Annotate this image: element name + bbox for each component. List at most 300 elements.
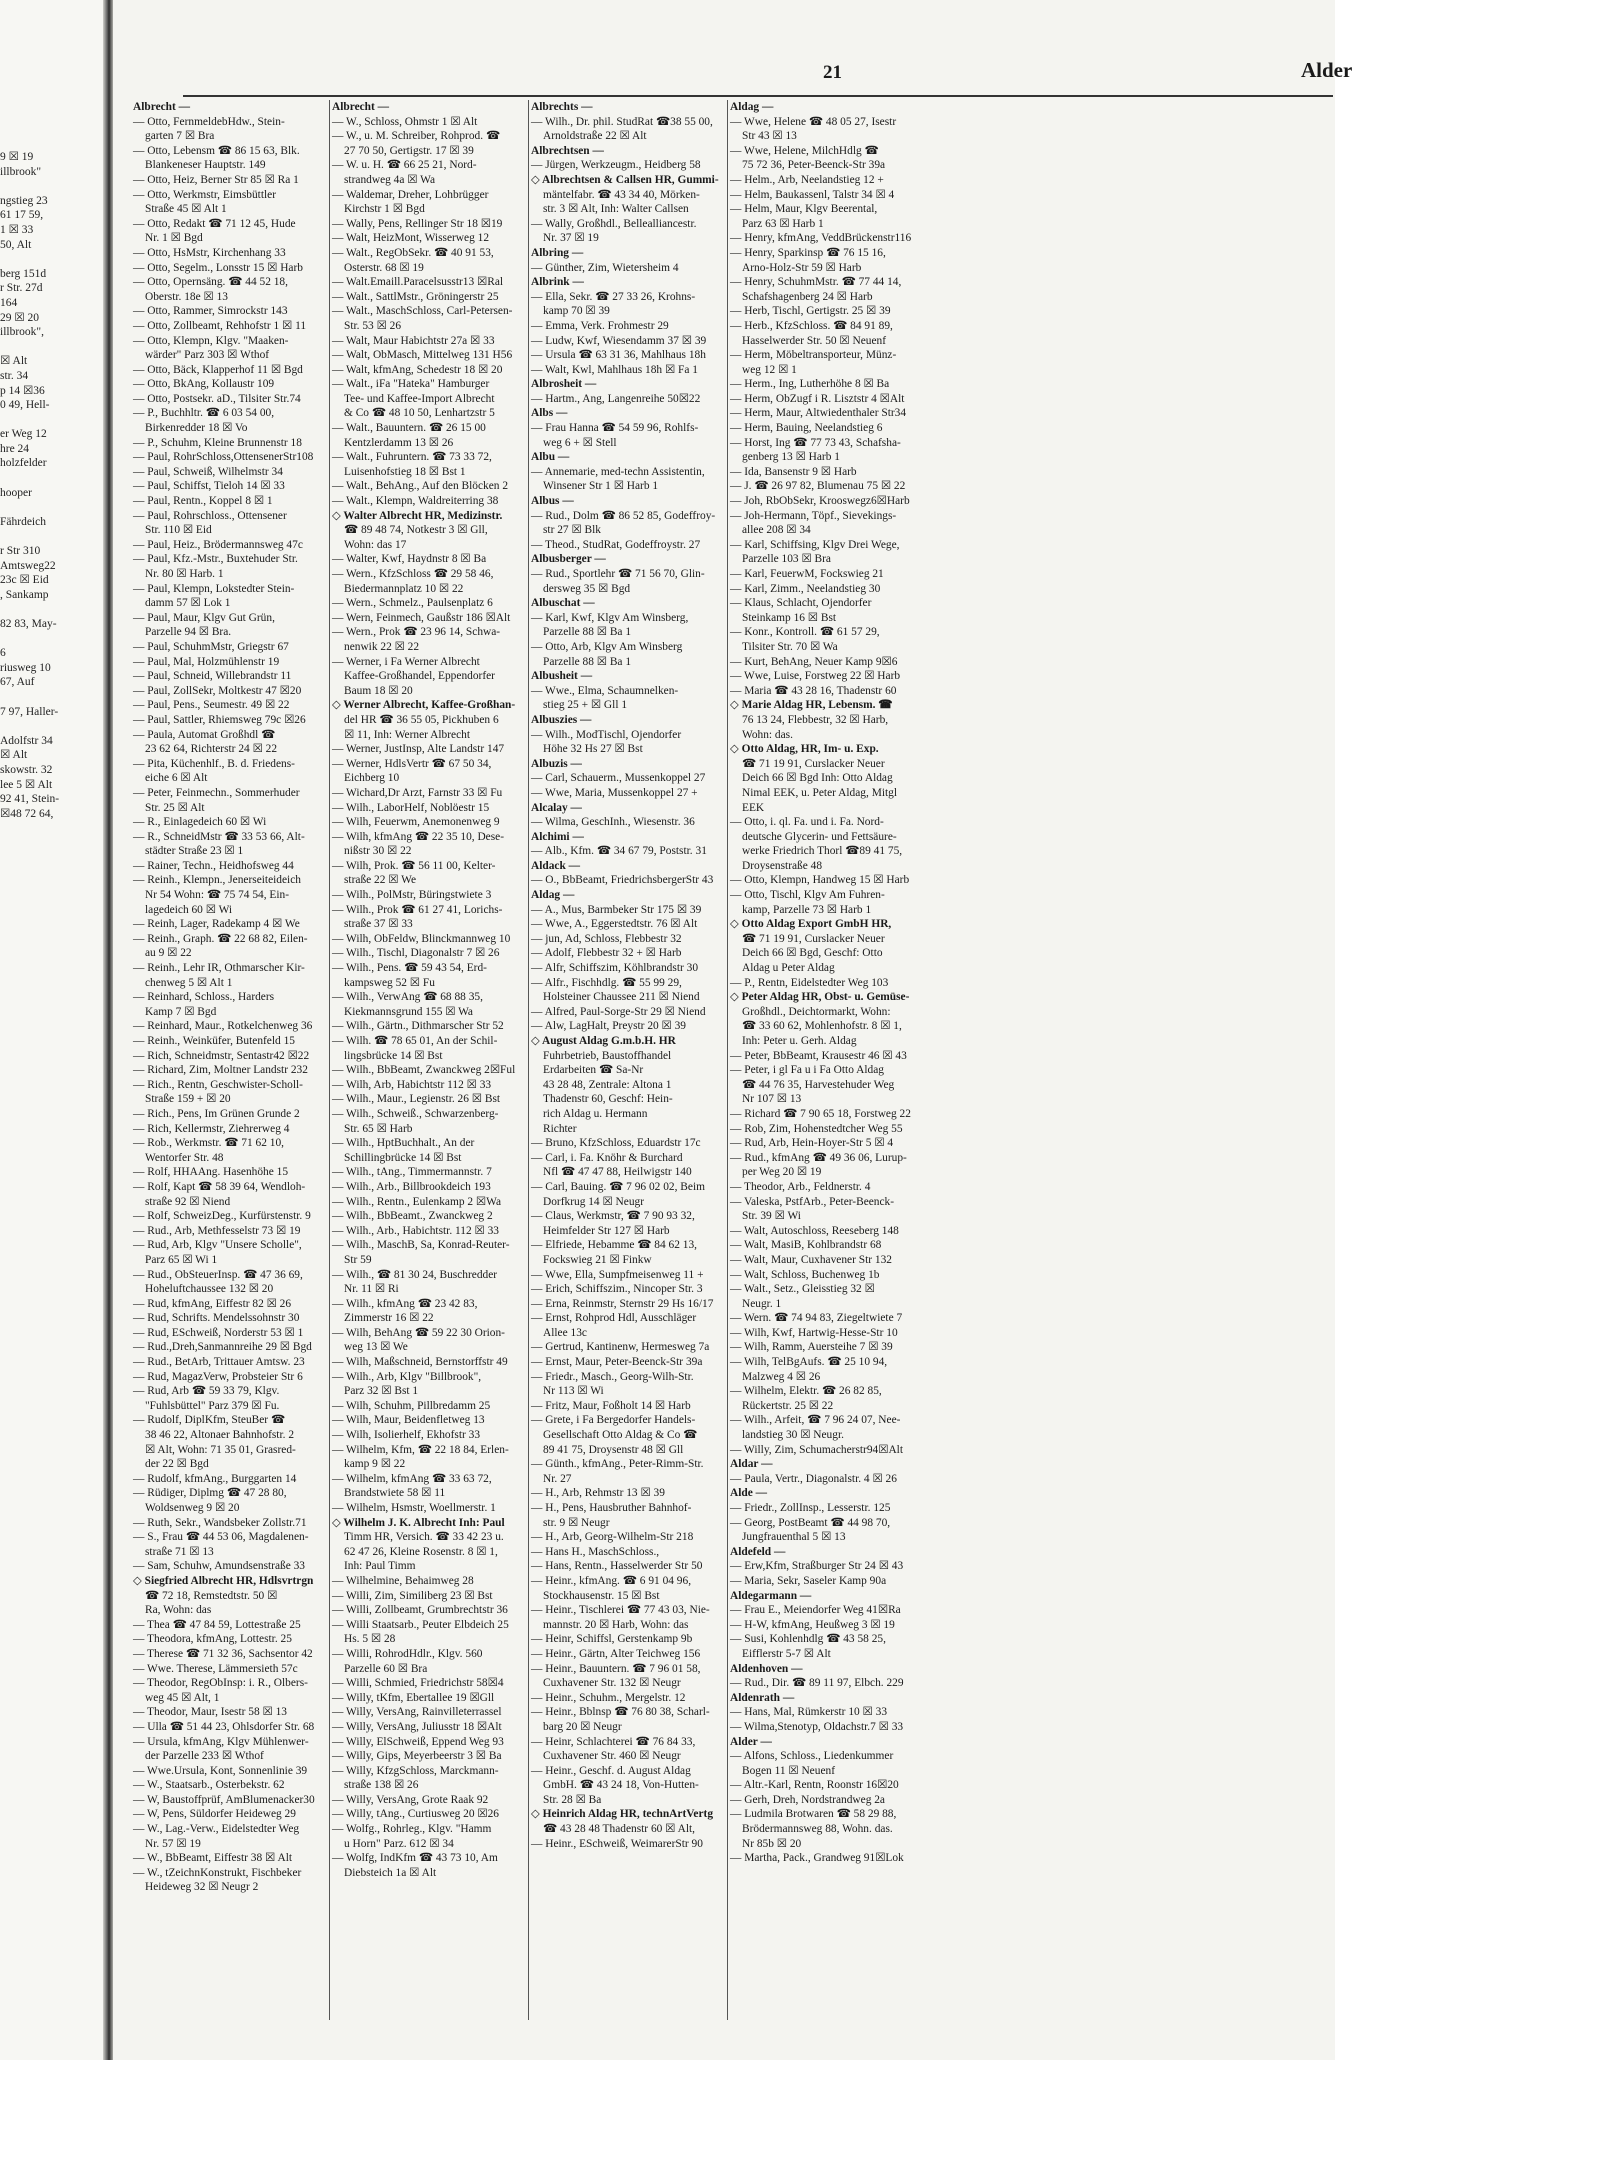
directory-entry-line: Aldefeld — [730, 1545, 786, 1558]
directory-entry-line: str. 9 ☒ Neugr [543, 1516, 610, 1529]
directory-entry-line: Albrecht — [332, 101, 390, 113]
directory-entry-line: — Wilh., MaschB, Sa, Konrad-Reuter- [332, 1239, 510, 1252]
directory-entry-line: Tee- und Kaffee-Import Albrecht [344, 392, 495, 405]
directory-entry-line: — W. u. H. ☎ 66 25 21, Nord- [332, 159, 477, 172]
directory-entry-line: Aldegarmann — [730, 1589, 812, 1602]
directory-entry-line: — Richard, Zim, Moltner Landstr 232 [133, 1064, 308, 1077]
directory-entry-line: Oberstr. 18e ☒ 13 [145, 290, 228, 303]
directory-entry-line: — Maria ☎ 43 28 16, Thadenstr 60 [730, 684, 897, 697]
directory-entry-line: — Georg, PostBeamt ☎ 44 98 70, [730, 1516, 891, 1529]
blank-margin [0, 2060, 1600, 2177]
previous-page-line: 164 [0, 296, 18, 309]
directory-entry-line: — Ursula, kfmAng, Klgv Mühlenwer- [133, 1735, 309, 1748]
previous-page-line: riusweg 10 [0, 661, 51, 674]
directory-entry-line: Baum 18 ☒ 20 [344, 684, 413, 697]
directory-entry-line: Kiekmannsgrund 155 ☒ Wa [344, 1005, 473, 1018]
directory-entry-line: — Rud., Dolm ☎ 86 52 85, Godeffroy- [531, 509, 716, 522]
directory-entry-line: Droysenstraße 48 [742, 859, 823, 872]
directory-entry-line: — Paul, Sattler, Rhiemsweg 79c ☒26 [133, 713, 306, 726]
directory-entry-line: — Wilh., BbBeamt., Zwanckweg 2 [332, 1210, 493, 1223]
directory-entry-line: — Rud., Arb, Methfesselstr 73 ☒ 19 [133, 1224, 301, 1237]
directory-entry-line: Str 59 [344, 1253, 372, 1266]
directory-entry-line: EEK [742, 801, 765, 814]
column-divider [329, 100, 330, 2020]
directory-entry-line: — Karl, Zimm., Neelandstieg 30 [730, 582, 881, 595]
directory-entry-line: Kirchstr 1 ☒ Bgd [344, 203, 425, 216]
directory-entry-line: ◇ August Aldag G.m.b.H. HR [531, 1035, 676, 1047]
directory-entry-line: 23 62 64, Richterstr 24 ☒ 22 [145, 743, 278, 756]
directory-entry-line: — Wern., Prok ☎ 23 96 14, Schwa- [332, 626, 501, 639]
previous-page-line: 23c ☒ Eid [0, 574, 49, 587]
directory-entry-line: Brödermannsweg 88, Wohn. das. [742, 1823, 893, 1836]
directory-entry-line: Albrechts — [531, 101, 593, 113]
book-gutter [103, 0, 113, 2060]
directory-entry-line: ◇ Siegfried Albrecht HR, Hdlsvrtrgn [133, 1574, 314, 1587]
directory-entry-line: — Wally, Pens, Rellinger Str 18 ☒19 [332, 217, 503, 230]
previous-page-line: 9 ☒ 19 [0, 151, 34, 163]
previous-page-line: lee 5 ☒ Alt [0, 778, 53, 791]
page-number: 21 [823, 62, 842, 83]
previous-page-line: 61 17 59, [0, 209, 44, 222]
directory-entry-line: Aldar — [730, 1458, 773, 1471]
directory-entry-line: Nr. 1 ☒ Bgd [145, 232, 203, 245]
directory-entry-line: — Rich, Kellermstr, Ziehrerweg 4 [133, 1122, 290, 1135]
previous-page-line: Fährdeich [0, 515, 46, 528]
directory-entry-line: — Wwe.Ursula, Kont, Sonnenlinie 39 [133, 1764, 308, 1777]
directory-entry-line: str. 3 ☒ Alt, Inh: Walter Callsen [543, 203, 689, 216]
directory-entry-line: Holsteiner Chaussee 211 ☒ Niend [543, 991, 700, 1004]
directory-entry-line: — Wilh., BbBeamt, Zwanckweg 2☒Ful [332, 1064, 516, 1077]
directory-entry-line: — Heinr., Schuhm., Mergelstr. 12 [531, 1691, 686, 1704]
directory-entry-line: Ra, Wohn: das [145, 1604, 212, 1617]
directory-entry-line: 75 72 36, Peter-Beenck-Str 39a [742, 159, 886, 172]
directory-entry-line: — Wilh., kfmAng ☎ 23 42 83, [332, 1297, 478, 1310]
directory-entry-line: — Wilh., ☎ 81 30 24, Buschredder [332, 1268, 498, 1281]
directory-entry-line: — P., Rentn, Eidelstedter Weg 103 [730, 976, 889, 989]
directory-entry-line: — R., SchneidMstr ☎ 33 53 66, Alt- [133, 830, 305, 843]
directory-entry-line: eiche 6 ☒ Alt [145, 772, 208, 785]
directory-entry-line: ☎ 44 76 35, Harvestehuder Weg [742, 1078, 895, 1091]
directory-entry-line: — Wern., KfzSchloss ☎ 29 58 46, [332, 568, 494, 580]
directory-entry-line: Parzelle 88 ☒ Ba 1 [543, 626, 632, 639]
directory-entry-line: — Wilhelm, Kfm, ☎ 22 18 84, Erlen- [332, 1443, 509, 1456]
directory-entry-line: — Paul, Schneid, Willebrandstr 11 [133, 670, 292, 683]
directory-entry-line: Hs. 5 ☒ 28 [344, 1633, 396, 1646]
directory-entry-line: — Walt, Maur, Cuxhavener Str 132 [730, 1253, 892, 1266]
directory-entry-line: Thadenstr 60, Geschf: Hein- [543, 1093, 673, 1106]
directory-entry-line: straße 92 ☒ Niend [145, 1195, 231, 1208]
directory-entry-line: Brandstwiete 58 ☒ 11 [344, 1487, 446, 1500]
directory-entry-line: — Willy, Gips, Meyerbeerstr 3 ☒ Ba [332, 1750, 502, 1763]
directory-entry-line: — Wilh., Tischl, Diagonalstr 7 ☒ 26 [332, 947, 500, 960]
directory-entry-line: weg 45 ☒ Alt, 1 [145, 1691, 220, 1704]
directory-entry-line: — Wwe, Helene, MilchHdlg ☎ [730, 144, 879, 157]
directory-entry-line: — Otto, Zollbeamt, Rehhofstr 1 ☒ 11 [133, 319, 307, 332]
directory-entry-line: — Heinr, Schiffsl, Gerstenkamp 9b [531, 1633, 693, 1646]
directory-entry-line: — Paul, Maur, Klgv Gut Grün, [133, 611, 275, 624]
directory-entry-line: — W., Lag.-Verw., Eidelstedter Weg [133, 1823, 300, 1836]
directory-entry-line: — Reinh., Klempn., Jenerseiteideich [133, 874, 301, 887]
directory-entry-line: "Fuhlsbüttel" Parz 379 ☒ Fu. [145, 1399, 280, 1412]
directory-entry-line: der 22 ☒ Bgd [145, 1458, 209, 1471]
directory-entry-line: Kamp 7 ☒ Bgd [145, 1005, 217, 1018]
directory-entry-line: — Maria, Sekr, Saseler Kamp 90a [730, 1574, 887, 1587]
directory-entry-line: dersweg 35 ☒ Bgd [543, 582, 631, 595]
directory-entry-line: — Wilh., Dr. phil. StudRat ☎38 55 00, [531, 115, 713, 128]
directory-entry-line: Straße 45 ☒ Alt 1 [145, 203, 227, 216]
directory-entry-line: — Reinh., Lehr IR, Othmarscher Kir- [133, 962, 305, 975]
directory-entry-line: — A., Mus, Barmbeker Str 175 ☒ 39 [531, 903, 702, 916]
directory-entry-line: — Helm., Arb, Neelandstieg 12 + [730, 173, 884, 186]
directory-entry-line: — Wilhelm, Elektr. ☎ 26 82 85, [730, 1385, 882, 1398]
directory-entry-line: — Heinr., ESchweiß, WeimarerStr 90 [531, 1837, 703, 1850]
directory-entry-line: — jun, Ad, Schloss, Flebbestr 32 [531, 932, 682, 945]
directory-entry-line: — Wilhelm, Hsmstr, Woellmerstr. 1 [332, 1502, 496, 1514]
directory-entry-line: del HR ☎ 36 55 05, Pickhuben 6 [344, 713, 499, 726]
directory-entry-line: Eichberg 10 [344, 772, 400, 785]
directory-entry-line: — Walt, MasiB, Kohlbrandstr 68 [730, 1239, 882, 1252]
directory-entry-line: — Willy, VersAng, Grote Raak 92 [332, 1793, 489, 1806]
directory-entry-line: — Otto, Tischl, Klgv Am Fuhren- [730, 889, 885, 902]
directory-entry-line: — Pita, Küchenhlf., B. d. Friedens- [133, 757, 295, 770]
directory-entry-line: — Rud., ObSteuerInsp. ☎ 47 36 69, [133, 1268, 303, 1281]
directory-entry-line: Bogen 11 ☒ Neuenf [742, 1764, 835, 1777]
directory-entry-line: Osterstr. 68 ☒ 19 [344, 261, 424, 274]
previous-page-line: ☒ Alt [0, 749, 28, 762]
previous-page-line: hre 24 [0, 442, 30, 455]
previous-page-line: hooper [0, 486, 32, 499]
directory-entry-line: Kentzlerdamm 13 ☒ 26 [344, 436, 454, 449]
directory-entry-line: — Hartm., Ang, Langenreihe 50☒22 [531, 392, 701, 405]
directory-entry-line: — Peter, i gl Fa u i Fa Otto Aldag [730, 1064, 884, 1077]
directory-entry-line: str 27 ☒ Blk [543, 524, 601, 537]
directory-entry-line: Blankeneser Hauptstr. 149 [145, 159, 266, 172]
directory-entry-line: Albuszies — [531, 713, 592, 726]
previous-page-line: Amtsweg22 [0, 559, 56, 572]
directory-entry-line: — Rud, ESchweiß, Norderstr 53 ☒ 1 [133, 1326, 304, 1339]
directory-entry-line: 43 28 48, Zentrale: Altona 1 [543, 1078, 672, 1091]
directory-entry-line: — Walt., Setz., Gleisstieg 32 ☒ [730, 1283, 875, 1296]
previous-page-line: r Str. 27d [0, 282, 43, 295]
directory-entry-line: Zimmerstr 16 ☒ 22 [344, 1312, 434, 1325]
directory-entry-line: — Otto, i. ql. Fa. und i. Fa. Nord- [730, 816, 884, 829]
directory-entry-line: — Martha, Pack., Grandweg 91☒Lok [730, 1852, 904, 1865]
directory-entry-line: — Joh-Hermann, Töpf., Sievekings- [730, 509, 897, 522]
directory-entry-line: Str. 53 ☒ 26 [344, 319, 402, 332]
directory-entry-line: Gesellschaft Otto Aldag & Co ☎ [543, 1429, 698, 1442]
directory-entry-line: — Sam, Schuhw, Amundsenstraße 33 [133, 1560, 306, 1573]
directory-entry-line: — Alb., Kfm. ☎ 34 67 79, Poststr. 31 [531, 845, 707, 858]
directory-entry-line: — Wilh., Arfeit, ☎ 7 96 24 07, Nee- [730, 1414, 901, 1427]
directory-entry-line: Aldenrath — [730, 1691, 795, 1704]
directory-entry-line: ☒ Alt, Wohn: 71 35 01, Grasred- [145, 1443, 296, 1456]
directory-entry-line: — O., BbBeamt, FriedrichsbergerStr 43 [531, 874, 714, 887]
directory-entry-line: Str. 25 ☒ Alt [145, 801, 205, 814]
directory-entry-line: Albuschat — [531, 597, 595, 610]
directory-entry-line: — Willi, RohrodHdlr., Klgv. 560 [332, 1647, 483, 1660]
directory-entry-line: — Rich., Rentn, Geschwister-Scholl- [133, 1078, 303, 1091]
directory-entry-line: Luisenhofstieg 18 ☒ Bst 1 [344, 465, 466, 478]
directory-entry-line: — W, Pens, Süldorfer Heideweg 29 [133, 1808, 296, 1821]
directory-entry-line: Fockswieg 21 ☒ Finkw [543, 1253, 652, 1266]
previous-page-line [0, 471, 105, 486]
directory-entry-line: Alcalay — [531, 801, 582, 814]
directory-entry-line: — Walt., Fuhruntern. ☎ 73 33 72, [332, 451, 492, 464]
directory-entry-line: Steinkamp 16 ☒ Bst [742, 611, 837, 624]
directory-entry-line: ◇ Wilhelm J. K. Albrecht Inh: Paul [332, 1516, 505, 1529]
directory-entry-line: — Willi, Zim, Similiberg 23 ☒ Bst [332, 1589, 493, 1602]
directory-entry-line: Nr. 27 [543, 1472, 572, 1485]
directory-entry-line: — Willy, VersAng, Rainvilleterrassel [332, 1706, 502, 1719]
directory-entry-line: Stockhausenstr. 15 ☒ Bst [543, 1589, 660, 1602]
directory-entry-line: — Rolf, HHAAng. Hasenhöhe 15 [133, 1166, 289, 1179]
directory-entry-line: — Wilh., Arb., Habichtstr. 112 ☒ 33 [332, 1224, 499, 1237]
column-divider [528, 100, 529, 2020]
previous-page-line: illbrook", [0, 326, 44, 339]
directory-entry-line: — Paul, Mal, Holzmühlenstr 19 [133, 655, 280, 668]
directory-entry-line: Kaffee-Großhandel, Eppendorfer [344, 670, 495, 683]
previous-page-line: ☒48 72 64, [0, 807, 54, 820]
directory-entry-line: — R., Einlagedeich 60 ☒ Wi [133, 816, 267, 829]
directory-entry-line: Parz 63 ☒ Harb 1 [742, 217, 824, 230]
directory-entry-line: Inh: Paul Timm [344, 1560, 416, 1573]
directory-entry-line: weg 12 ☒ 1 [742, 363, 797, 376]
directory-entry-line: — Ulla ☎ 51 44 23, Ohlsdorfer Str. 68 [133, 1720, 315, 1733]
directory-entry-line: — W., Staatsarb., Osterbekstr. 62 [133, 1779, 285, 1792]
directory-entry-line: ☒ 11, Inh: Werner Albrecht [344, 728, 471, 741]
directory-entry-line: Straße 159 + ☒ 20 [145, 1093, 231, 1106]
directory-entry-line: Albrecht — [133, 101, 191, 113]
directory-entry-line: nenwik 22 ☒ 22 [344, 640, 420, 653]
directory-entry-line: — Heinr, Schlachterei ☎ 76 84 33, [531, 1735, 696, 1748]
directory-entry-line: — Rud, Arb, Klgv "Unsere Scholle", [133, 1239, 302, 1252]
directory-entry-line: ◇ Otto Aldag, HR, Im- u. Exp. [730, 743, 879, 756]
directory-entry-line: — Wilh, Arb, Habichtstr 112 ☒ 33 [332, 1078, 492, 1091]
previous-page-line [0, 179, 105, 194]
previous-page-line: 29 ☒ 20 [0, 311, 40, 324]
directory-entry-line: ◇ Heinrich Aldag HR, technArtVertg [531, 1808, 714, 1821]
previous-page-fragment [0, 0, 105, 2060]
directory-entry-line: — Fritz, Maur, Foßholt 14 ☒ Harb [531, 1399, 691, 1412]
directory-entry-line: — Kurt, BehAng, Neuer Kamp 9☒6 [730, 655, 898, 668]
directory-entry-line: straße 22 ☒ We [344, 874, 417, 887]
directory-entry-line: — Thea ☎ 47 84 59, Lottestraße 25 [133, 1618, 301, 1631]
directory-entry-line: Schillingbrücke 14 ☒ Bst [344, 1151, 462, 1164]
directory-entry-line: — Heinr., Bblnsp ☎ 76 80 38, Scharl- [531, 1706, 710, 1719]
directory-entry-line: — Herb., KfzSchloss. ☎ 84 91 89, [730, 319, 893, 332]
directory-entry-line: — Rud, MagazVerw, Probsteier Str 6 [133, 1370, 303, 1383]
directory-entry-line: Großhdl., Deichtormarkt, Wohn: [742, 1005, 891, 1018]
previous-page-line [0, 529, 105, 544]
column-4 [730, 100, 924, 1866]
directory-entry-line: — Theodor, Maur, Isestr 58 ☒ 13 [133, 1706, 287, 1719]
directory-entry-line: ◇ Werner Albrecht, Kaffee-Großhan- [332, 699, 516, 712]
directory-entry-line: Nr. 37 ☒ 19 [543, 232, 599, 245]
directory-entry-line: — Walt.Emaill.Paracelsusstr13 ☒Ral [332, 276, 504, 289]
directory-entry-line: — Wilh., Arb, Klgv "Billbrook", [332, 1370, 482, 1383]
directory-entry-line: Alder — [730, 1735, 772, 1748]
directory-entry-line: — W, Baustoffprüf, AmBlumenacker30 [133, 1793, 315, 1806]
directory-entry-line: kamp, Parzelle 73 ☒ Harb 1 [742, 903, 872, 916]
directory-entry-line: — Paul, Heiz., Brödermannsweg 47c [133, 538, 303, 551]
directory-entry-line: — Reinhard, Schloss., Harders [133, 991, 275, 1004]
directory-entry-line: — Rud, Arb, Hein-Hoyer-Str 5 ☒ 4 [730, 1137, 894, 1150]
directory-entry-line: strandweg 4a ☒ Wa [344, 173, 436, 186]
directory-entry-line: Albs — [531, 407, 568, 420]
directory-entry-line: Neugr. 1 [742, 1297, 782, 1310]
directory-entry-line: — Valeska, PstfArb., Peter-Beenck- [730, 1195, 895, 1208]
previous-page-line [0, 602, 105, 617]
directory-entry-line: — Alw, LagHalt, Preystr 20 ☒ 39 [531, 1020, 687, 1033]
directory-entry-line: Str. 39 ☒ Wi [742, 1210, 801, 1223]
directory-entry-line: Nr. 11 ☒ Ri [344, 1283, 399, 1296]
directory-entry-line: — Emma, Verk. Frohmestr 29 [531, 319, 669, 332]
directory-entry-line: nißstr 30 ☒ 22 [344, 845, 412, 858]
directory-entry-line: — Wilh., PolMstr, Büringstwiete 3 [332, 889, 492, 902]
directory-entry-line: — Alfr, Schiffszim, Köhlbrandstr 30 [531, 962, 699, 975]
previous-page-text [0, 150, 105, 821]
directory-entry-line: kamp 70 ☒ 39 [543, 305, 610, 318]
directory-entry-line: — Theodor, Arb., Feldnerstr. 4 [730, 1180, 871, 1193]
directory-entry-line: Richter [543, 1122, 577, 1135]
directory-entry-line: Alchimi — [531, 830, 584, 843]
directory-entry-line: Diebsteich 1a ☒ Alt [344, 1866, 437, 1879]
directory-entry-line: — Willy, VersAng, Juliusstr 18 ☒Alt [332, 1720, 502, 1733]
directory-entry-line: — Werner, i Fa Werner Albrecht [332, 655, 480, 668]
directory-entry-line: — Wwe, Helene ☎ 48 05 27, Isestr [730, 115, 897, 128]
directory-entry-line: — Paul, Pens., Seumestr. 49 ☒ 22 [133, 699, 290, 712]
directory-entry-line: — Wilh, Kwf, Hartwig-Hesse-Str 10 [730, 1326, 898, 1339]
directory-entry-line: — Walt, ObMasch, Mittelweg 131 H56 [332, 349, 513, 362]
directory-entry-line: — Helm, Maur, Klgv Beerental, [730, 203, 878, 216]
directory-entry-line: Hasselwerder Str. 50 ☒ Neuenf [742, 334, 887, 347]
directory-entry-line: — Walt., MaschSchloss, Carl-Petersen- [332, 305, 513, 318]
directory-entry-line: — Wilh, Maur, Beidenfletweg 13 [332, 1414, 485, 1427]
directory-entry-line: — H., Arb, Georg-Wilhelm-Str 218 [531, 1531, 694, 1544]
directory-entry-line: — Rud, Arb ☎ 59 33 79, Klgv. [133, 1385, 280, 1398]
directory-entry-line: — Werner, HdlsVertr ☎ 67 50 34, [332, 757, 492, 770]
directory-entry-line: — Rob., Werkmstr. ☎ 71 62 10, [133, 1137, 285, 1150]
directory-entry-line: — Wilh., Prok ☎ 61 27 41, Lorichs- [332, 903, 503, 916]
directory-entry-line: — Wilh., Schweiß., Schwarzenberg- [332, 1107, 499, 1120]
directory-entry-line: ◇ Peter Aldag HR, Obst- u. Gemüse- [730, 991, 910, 1004]
directory-entry-line: — Waldemar, Dreher, Lohbrügger [332, 188, 489, 201]
directory-entry-line: Str. 110 ☒ Eid [145, 524, 212, 537]
directory-entry-line: straße 37 ☒ 33 [344, 918, 413, 931]
previous-page-line: 6 [0, 647, 6, 660]
previous-page-line: skowstr. 32 [0, 763, 53, 776]
directory-entry-line: — Herm., Ing, Lutherhöhe 8 ☒ Ba [730, 378, 890, 391]
directory-entry-line: Alde — [730, 1487, 768, 1500]
directory-entry-line: — Ludw, Kwf, Wiesendamm 37 ☒ 39 [531, 334, 707, 347]
directory-entry-line: — Willy, tKfm, Ebertallee 19 ☒Gll [332, 1691, 495, 1704]
directory-entry-line: lagedeich 60 ☒ Wi [145, 903, 233, 916]
directory-entry-line: — Paula, Automat Großhdl ☎ [133, 728, 276, 741]
directory-entry-line: Erdarbeiten ☎ Sa-Nr [543, 1064, 644, 1077]
directory-entry-line: — Helm, Baukassenl, Talstr 34 ☒ 4 [730, 188, 895, 201]
directory-entry-line: — Wwe, A., Eggerstedtstr. 76 ☒ Alt [531, 918, 698, 931]
directory-entry-line: — Willy, Zim, Schumacherstr94☒Alt [730, 1443, 903, 1456]
directory-entry-line: Eifflerstr 5-7 ☒ Alt [742, 1647, 831, 1660]
directory-entry-line: chenweg 5 ☒ Alt 1 [145, 976, 233, 989]
directory-entry-line: — Annemarie, med-techn Assistentin, [531, 465, 705, 478]
directory-entry-line: — Peter, BbBeamt, Krausestr 46 ☒ 43 [730, 1049, 907, 1062]
directory-entry-line: 76 13 24, Flebbestr, 32 ☒ Harb, [742, 713, 889, 726]
directory-entry-line: Parzelle 94 ☒ Bra. [145, 626, 232, 639]
directory-entry-line: — Wolfg, IndKfm ☎ 43 73 10, Am [332, 1852, 498, 1865]
directory-entry-line: — Reinh., Graph. ☎ 22 68 82, Eilen- [133, 932, 308, 945]
directory-entry-line: Parz 32 ☒ Bst 1 [344, 1385, 419, 1398]
directory-entry-line: — Rud, kfmAng, Eiffestr 82 ☒ 26 [133, 1297, 292, 1310]
directory-entry-line: — Richard ☎ 7 90 65 18, Forstweg 22 [730, 1107, 911, 1120]
directory-entry-line: Deich 66 ☒ Bgd Inh: Otto Aldag [742, 772, 893, 785]
directory-entry-line: & Co ☎ 48 10 50, Lenhartzstr 5 [344, 407, 495, 420]
directory-entry-line: — S., Frau ☎ 44 53 06, Magdalenen- [133, 1531, 309, 1544]
directory-entry-line: Nr. 80 ☒ Harb. 1 [145, 568, 224, 580]
directory-entry-line: — Walt., Bauuntern. ☎ 26 15 00 [332, 422, 486, 435]
directory-entry-line: — P., Schuhm, Kleine Brunnenstr 18 [133, 436, 302, 449]
directory-entry-line: — W., Schloss, Ohmstr 1 ☒ Alt [332, 115, 478, 128]
directory-entry-line: ☎ 71 19 91, Curslacker Neuer [742, 757, 885, 770]
directory-entry-line: — Wilh., ModTischl, Ojendorfer [531, 728, 682, 741]
previous-page-line: 1 ☒ 33 [0, 223, 34, 236]
directory-entry-line: — Wwe, Maria, Mussenkoppel 27 + [531, 786, 698, 799]
directory-entry-line: — Wilh, Prok. ☎ 56 11 00, Kelter- [332, 859, 496, 872]
directory-entry-line: Parzelle 60 ☒ Bra [344, 1662, 428, 1675]
directory-entry-line: — Walt., SattlMstr., Gröningerstr 25 [332, 290, 499, 303]
column-2 [332, 100, 526, 1880]
directory-entry-line: straße 138 ☒ 26 [344, 1779, 419, 1792]
directory-entry-line: Wohn: das. [742, 728, 793, 741]
column-divider [727, 100, 728, 2020]
directory-entry-line: — Wolfg., Rohrleg., Klgv. "Hamm [332, 1823, 492, 1836]
directory-entry-line: damm 57 ☒ Lok 1 [145, 597, 231, 610]
directory-entry-line: weg 13 ☒ We [344, 1341, 408, 1354]
directory-entry-line: — Wwe., Elma, Schaumnelken- [531, 684, 679, 697]
directory-entry-line: — Rud., BetArb, Trittauer Amtsw. 23 [133, 1356, 305, 1369]
directory-entry-line: — Wwe, Ella, Sumpfmeisenweg 11 + [531, 1268, 704, 1281]
directory-entry-line: garten 7 ☒ Bra [145, 130, 215, 143]
directory-entry-line: — Herb, Tischl, Gertigstr. 25 ☒ 39 [730, 305, 891, 318]
directory-entry-line: — Alfons, Schloss., Liedenkummer [730, 1750, 894, 1763]
directory-entry-line: — Reinh, Lager, Radekamp 4 ☒ We [133, 918, 300, 931]
directory-entry-line: — Paula, Vertr., Diagonalstr. 4 ☒ 26 [730, 1472, 897, 1485]
directory-entry-line: mäntelfabr. ☎ 43 34 40, Mörken- [543, 188, 700, 201]
directory-entry-line: Nr 107 ☒ 13 [742, 1093, 802, 1106]
previous-page-line: 67, Auf [0, 676, 35, 689]
previous-page-line: 92 41, Stein- [0, 793, 60, 806]
directory-entry-line: — Rob, Zim, Hohenstedtcher Weg 55 [730, 1122, 903, 1135]
directory-entry-line: — Bruno, KfzSchloss, Eduardstr 17c [531, 1137, 701, 1150]
directory-entry-line: Wohn: das 17 [344, 538, 407, 551]
directory-entry-line: — Grete, i Fa Bergedorfer Handels- [531, 1414, 696, 1427]
directory-entry-line: — Henry, kfmAng, VeddBrückenstr116 [730, 232, 912, 245]
directory-entry-line: — Willy, KfzgSchloss, Marckmann- [332, 1764, 499, 1777]
directory-entry-line: — Theod., StudRat, Godeffroystr. 27 [531, 538, 701, 551]
directory-entry-line: — Willy, ElSchweiß, Eppend Weg 93 [332, 1735, 504, 1748]
directory-entry-line: wärder" Parz 303 ☒ Wthof [145, 349, 270, 362]
directory-entry-line: — Wilh., tAng., Timmermannstr. 7 [332, 1166, 492, 1179]
directory-entry-line: — Wilh., HptBuchhalt., An der [332, 1137, 475, 1150]
directory-entry-line: Albus — [531, 495, 574, 508]
directory-entry-line: — J. ☎ 26 97 82, Blumenau 75 ☒ 22 [730, 480, 906, 493]
directory-entry-line: — Günth., kfmAng., Peter-Rimm-Str. [531, 1458, 704, 1471]
directory-entry-line: — Hans H., MaschSchloss., [531, 1545, 660, 1558]
directory-entry-line: — Erw,Kfm, Straßburger Str 24 ☒ 43 [730, 1560, 904, 1573]
directory-entry-line: — Walt, HeizMont, Wisserweg 12 [332, 232, 490, 245]
directory-entry-line: — Walt, Autoschloss, Reeseberg 148 [730, 1224, 899, 1237]
directory-entry-line: ◇ Otto Aldag Export GmbH HR, [730, 918, 892, 931]
